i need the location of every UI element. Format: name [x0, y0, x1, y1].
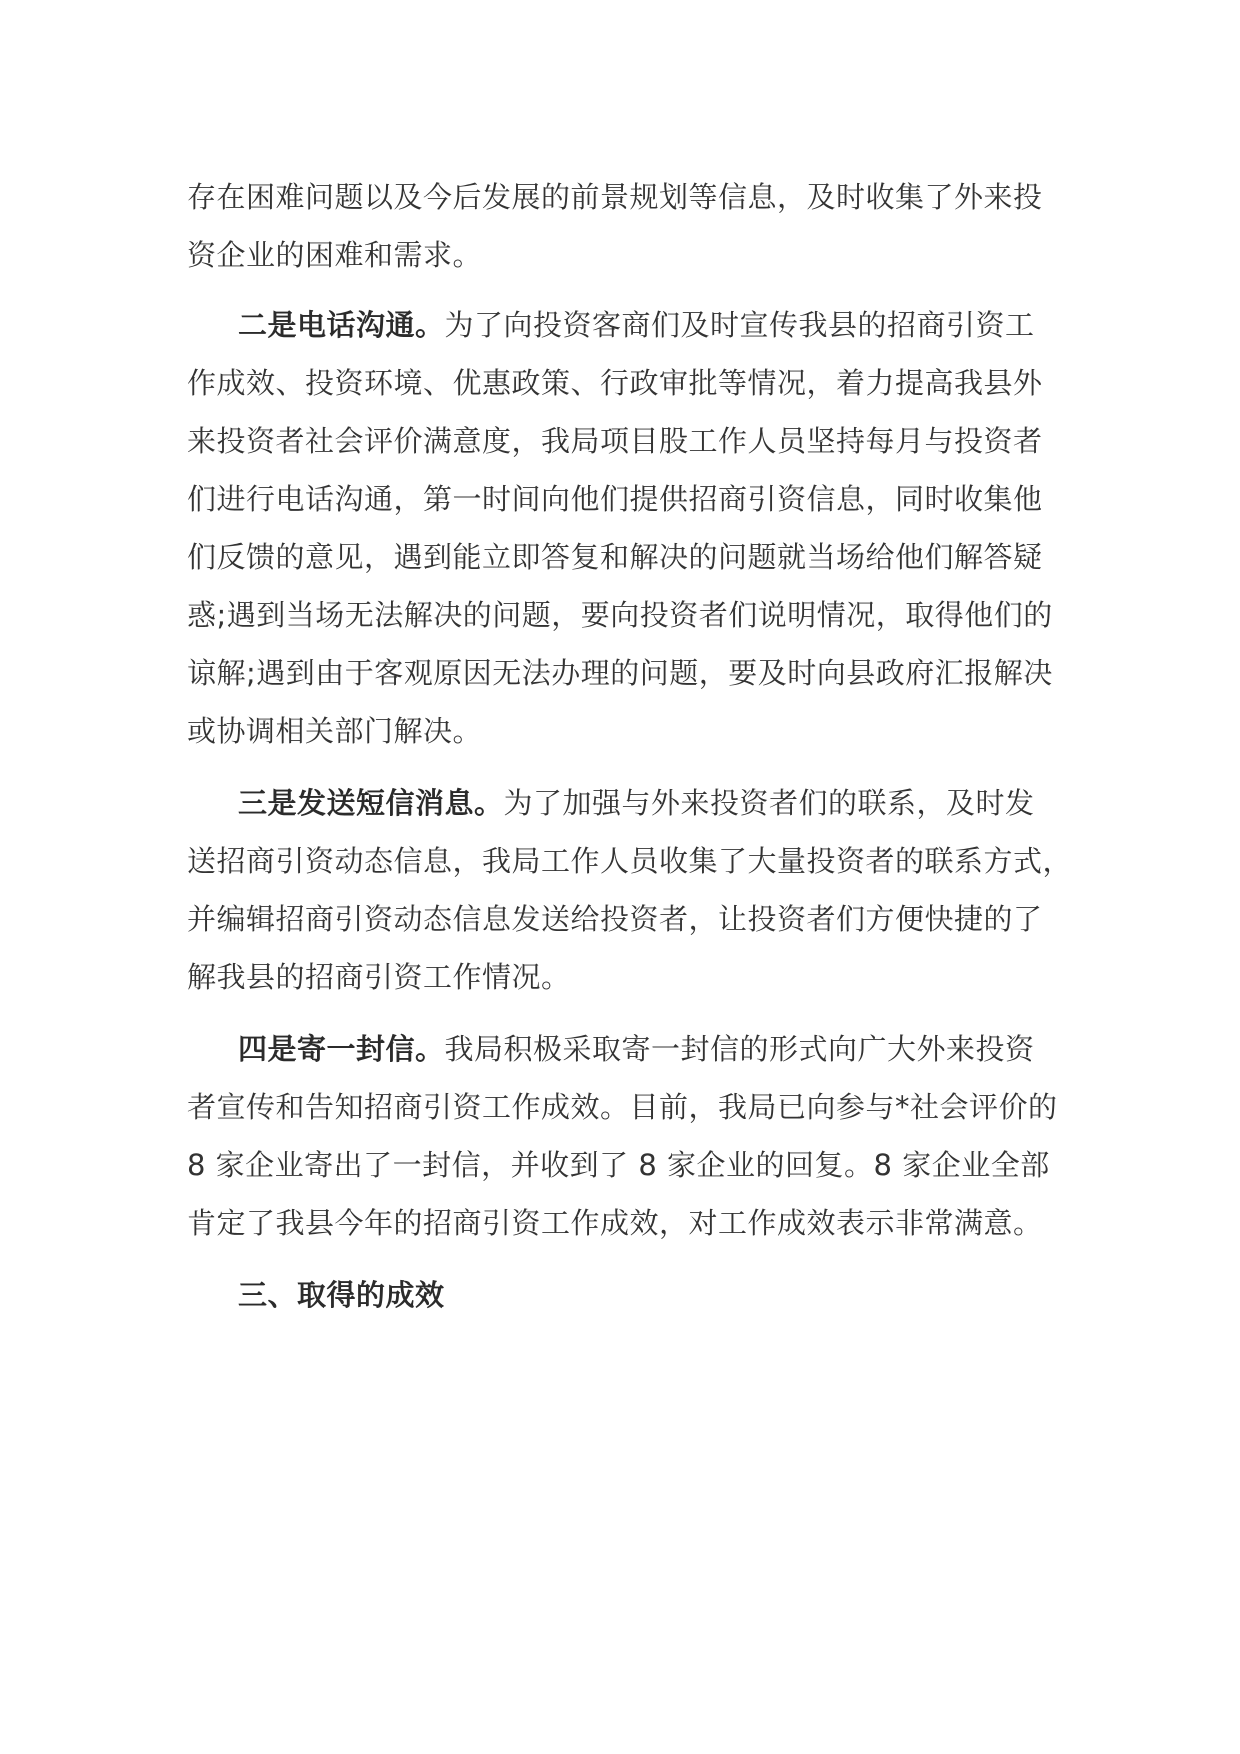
body-line: 并编辑招商引资动态信息发送给投资者，让投资者们方便快捷的了 [187, 902, 1043, 936]
paragraph-sms [238, 783, 1035, 823]
body-line: 们进行电话沟通，第一时间向他们提供招商引资信息，同时收集他 [187, 482, 1043, 516]
body-line: 为了加强与外来投资者们的联系，及时发 [503, 786, 1035, 820]
body-line: 或协调相关部门解决。 [187, 714, 483, 748]
body-line: 者宣传和告知招商引资工作成效。目前，我局已向参与*社会评价的 [187, 1090, 1058, 1124]
body-line: 来投资者社会评价满意度，我局项目股工作人员坚持每月与投资者 [187, 424, 1043, 458]
body-line: 解我县的招商引资工作情况。 [187, 960, 571, 994]
section-heading: 三、取得的成效 [238, 1278, 445, 1312]
heading-phone: 二是电话沟通。 [238, 308, 445, 342]
heading-letter: 四是寄一封信。 [238, 1032, 445, 1066]
heading-sms: 三是发送短信消息。 [238, 786, 504, 820]
body-line: 8 家企业寄出了一封信，并收到了 8 家企业的回复。8 家企业全部 [187, 1148, 1050, 1182]
body-line: 资企业的困难和需求。 [187, 238, 483, 272]
body-line: 谅解;遇到由于客观原因无法办理的问题，要及时向县政府汇报解决 [187, 656, 1053, 690]
body-line: 惑;遇到当场无法解决的问题，要向投资者们说明情况，取得他们的 [187, 598, 1053, 632]
body-line: 们反馈的意见，遇到能立即答复和解决的问题就当场给他们解答疑 [187, 540, 1043, 574]
paragraph-phone [238, 305, 1035, 345]
body-line: 我局积极采取寄一封信的形式向广大外来投资 [444, 1032, 1035, 1066]
paragraph-letter [238, 1029, 1035, 1069]
body-line: 存在困难问题以及今后发展的前景规划等信息，及时收集了外来投 [187, 180, 1043, 214]
body-line: 为了向投资客商们及时宣传我县的招商引资工 [444, 308, 1035, 342]
body-line: 送招商引资动态信息，我局工作人员收集了大量投资者的联系方式， [187, 844, 1073, 878]
body-line: 肯定了我县今年的招商引资工作成效，对工作成效表示非常满意。 [187, 1206, 1043, 1240]
body-line: 作成效、投资环境、优惠政策、行政审批等情况，着力提高我县外 [187, 366, 1043, 400]
